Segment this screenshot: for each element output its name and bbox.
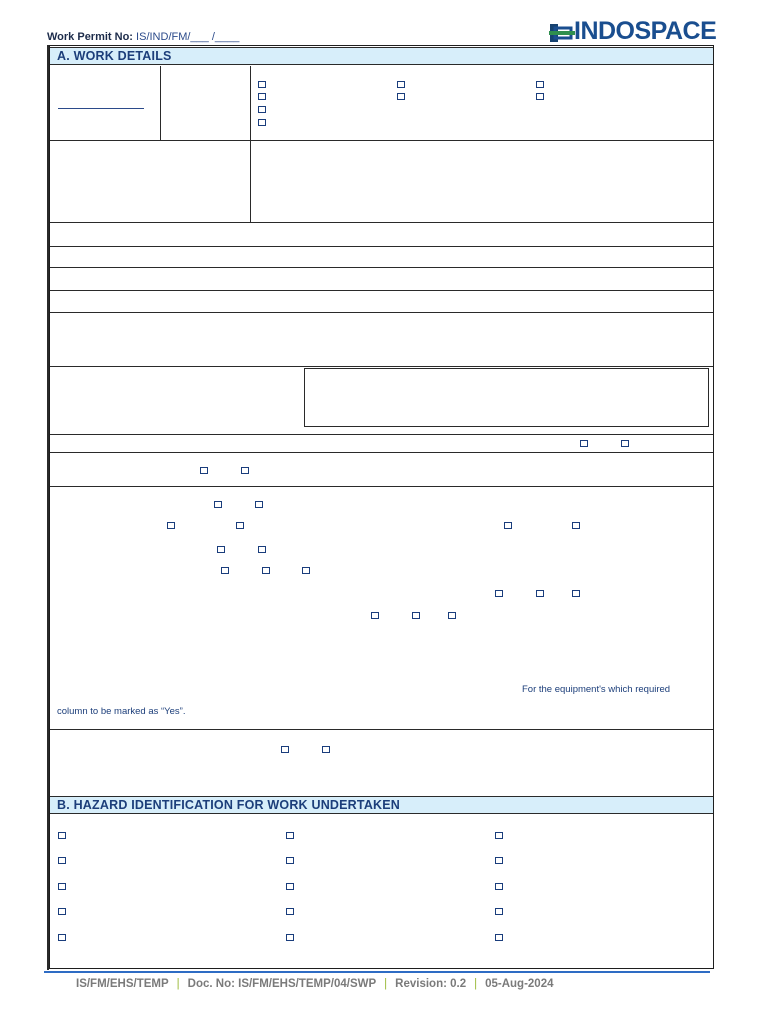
divider [250, 66, 251, 222]
checkbox[interactable] [258, 546, 266, 553]
checkbox[interactable] [236, 522, 244, 529]
checkbox[interactable] [536, 81, 544, 88]
footer-doc-no: Doc. No: IS/FM/EHS/TEMP/04/SWP [187, 978, 377, 990]
row-divider [50, 140, 713, 141]
checkbox[interactable] [286, 908, 294, 915]
column-note: column to be marked as “Yes”. [57, 706, 186, 717]
checkbox[interactable] [286, 832, 294, 839]
checkbox[interactable] [371, 612, 379, 619]
checkbox[interactable] [495, 908, 503, 915]
checkbox[interactable] [412, 612, 420, 619]
row-divider [50, 729, 713, 730]
footer-separator: | [176, 978, 180, 990]
checkbox[interactable] [258, 119, 266, 126]
row-divider [50, 267, 713, 268]
work-permit-number [47, 31, 239, 43]
checkbox[interactable] [200, 467, 208, 474]
checkbox[interactable] [397, 93, 405, 100]
checkbox[interactable] [397, 81, 405, 88]
checkbox[interactable] [58, 934, 66, 941]
checkbox[interactable] [58, 832, 66, 839]
blank-underline [58, 108, 144, 109]
checkbox[interactable] [621, 440, 629, 447]
checkbox[interactable] [495, 832, 503, 839]
checkbox[interactable] [262, 567, 270, 574]
checkbox[interactable] [286, 857, 294, 864]
checkbox[interactable] [281, 746, 289, 753]
checkbox[interactable] [286, 934, 294, 941]
row-divider [50, 246, 713, 247]
form-frame [49, 45, 714, 969]
footer-revision: Revision: 0.2 [395, 978, 467, 990]
input-box[interactable] [304, 368, 709, 427]
checkbox[interactable] [255, 501, 263, 508]
indospace-logo-icon [549, 22, 575, 44]
row-divider [50, 312, 713, 313]
checkbox[interactable] [58, 883, 66, 890]
row-divider [50, 452, 713, 453]
footer-date: 05-Aug-2024 [485, 978, 554, 990]
company-logo-text: INDOSPACE [574, 17, 717, 45]
document-footer [76, 978, 554, 990]
checkbox[interactable] [241, 467, 249, 474]
checkbox[interactable] [322, 746, 330, 753]
checkbox[interactable] [572, 522, 580, 529]
checkbox[interactable] [495, 857, 503, 864]
checkbox[interactable] [495, 590, 503, 597]
checkbox[interactable] [258, 106, 266, 113]
checkbox[interactable] [495, 883, 503, 890]
checkbox[interactable] [572, 590, 580, 597]
section-b-header: B. HAZARD IDENTIFICATION FOR WORK UNDERTAKEN [50, 796, 713, 814]
checkbox[interactable] [448, 612, 456, 619]
footer-template: IS/FM/EHS/TEMP [76, 978, 169, 990]
work-permit-label: Work Permit No: [47, 31, 133, 43]
checkbox[interactable] [258, 81, 266, 88]
frame-left-edge [47, 45, 49, 970]
checkbox[interactable] [504, 522, 512, 529]
divider [160, 66, 161, 140]
checkbox[interactable] [536, 590, 544, 597]
checkbox[interactable] [221, 567, 229, 574]
checkbox[interactable] [536, 93, 544, 100]
equipment-note: For the equipment's which required [522, 684, 671, 695]
footer-divider [44, 971, 710, 973]
checkbox[interactable] [167, 522, 175, 529]
checkbox[interactable] [58, 908, 66, 915]
checkbox[interactable] [286, 883, 294, 890]
work-permit-value: IS/IND/FM/___ /____ [136, 31, 240, 43]
footer-separator: | [474, 978, 478, 990]
row-divider [50, 290, 713, 291]
row-divider [50, 222, 713, 223]
checkbox[interactable] [580, 440, 588, 447]
checkbox[interactable] [258, 93, 266, 100]
row-divider [50, 486, 713, 487]
checkbox[interactable] [214, 501, 222, 508]
row-divider [50, 434, 713, 435]
row-divider [50, 366, 713, 367]
section-a-header: A. WORK DETAILS [50, 47, 713, 65]
checkbox[interactable] [58, 857, 66, 864]
checkbox[interactable] [302, 567, 310, 574]
footer-separator: | [384, 978, 388, 990]
checkbox[interactable] [495, 934, 503, 941]
checkbox[interactable] [217, 546, 225, 553]
